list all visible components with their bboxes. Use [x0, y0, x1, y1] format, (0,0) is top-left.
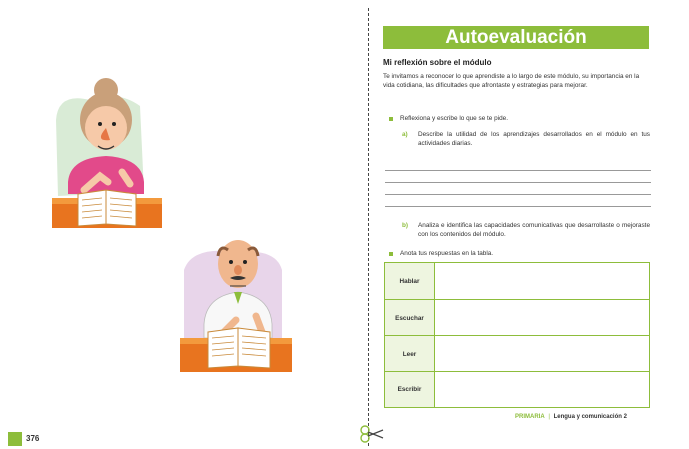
page-number-marker	[8, 432, 22, 446]
intro-paragraph: Te invitamos a reconocer lo que aprendiste a lo largo de este módulo, su importancia en la vida cotidiana, las dificultades que afrontaste y estrategias para mejorar.	[383, 73, 640, 89]
table-row	[385, 300, 649, 336]
scissors-icon	[359, 424, 385, 444]
question-b	[402, 221, 650, 239]
footer-separator: |	[548, 414, 550, 420]
answer-line[interactable]	[385, 206, 651, 207]
answer-cell[interactable]	[435, 372, 649, 407]
table-row	[385, 372, 649, 407]
question-a	[402, 130, 650, 148]
answer-line[interactable]	[385, 194, 651, 195]
row-label: Escuchar	[385, 300, 435, 336]
row-label: Escribir	[385, 372, 435, 407]
row-label: Leer	[385, 336, 435, 372]
instruction-text: Reflexiona y escribe lo que se te pide.	[400, 115, 508, 122]
instruction-bullet	[400, 249, 493, 258]
man-reading-illustration	[176, 220, 296, 380]
table-row	[385, 263, 649, 299]
row-label: Hablar	[385, 263, 435, 299]
question-a-text: Describe la utilidad de los aprendizajes desarrollados en el módulo en tus actividades diarias.	[418, 131, 650, 147]
page-title: Autoevaluación	[383, 26, 649, 49]
question-b-text: Analiza e identifica las capacidades comunicativas que desarrollaste o mejoraste con los contenidos del módulo.	[418, 222, 650, 238]
footer-subject: Lengua y comunicación	[553, 414, 622, 420]
answer-line[interactable]	[385, 170, 651, 171]
question-a-marker: a)	[402, 131, 408, 138]
page-footer	[515, 414, 627, 420]
footer-number: 2	[623, 414, 627, 420]
question-b-marker: b)	[402, 222, 409, 229]
answer-table	[384, 262, 650, 408]
fold-cut-line	[368, 8, 369, 446]
section-subtitle: Mi reflexión sobre el módulo	[383, 58, 492, 67]
instruction-bullet	[400, 114, 508, 123]
answer-cell[interactable]	[435, 263, 649, 299]
table-row	[385, 336, 649, 372]
footer-brand: PRIMARIA	[515, 414, 545, 420]
woman-reading-illustration	[48, 72, 168, 232]
bullet-dot-icon	[389, 252, 393, 256]
page-number: 376	[26, 434, 40, 443]
bullet-dot-icon	[389, 117, 393, 121]
answer-line[interactable]	[385, 182, 651, 183]
answer-cell[interactable]	[435, 336, 649, 372]
instruction-text: Anota tus respuestas en la tabla.	[400, 250, 494, 257]
answer-cell[interactable]	[435, 300, 649, 336]
